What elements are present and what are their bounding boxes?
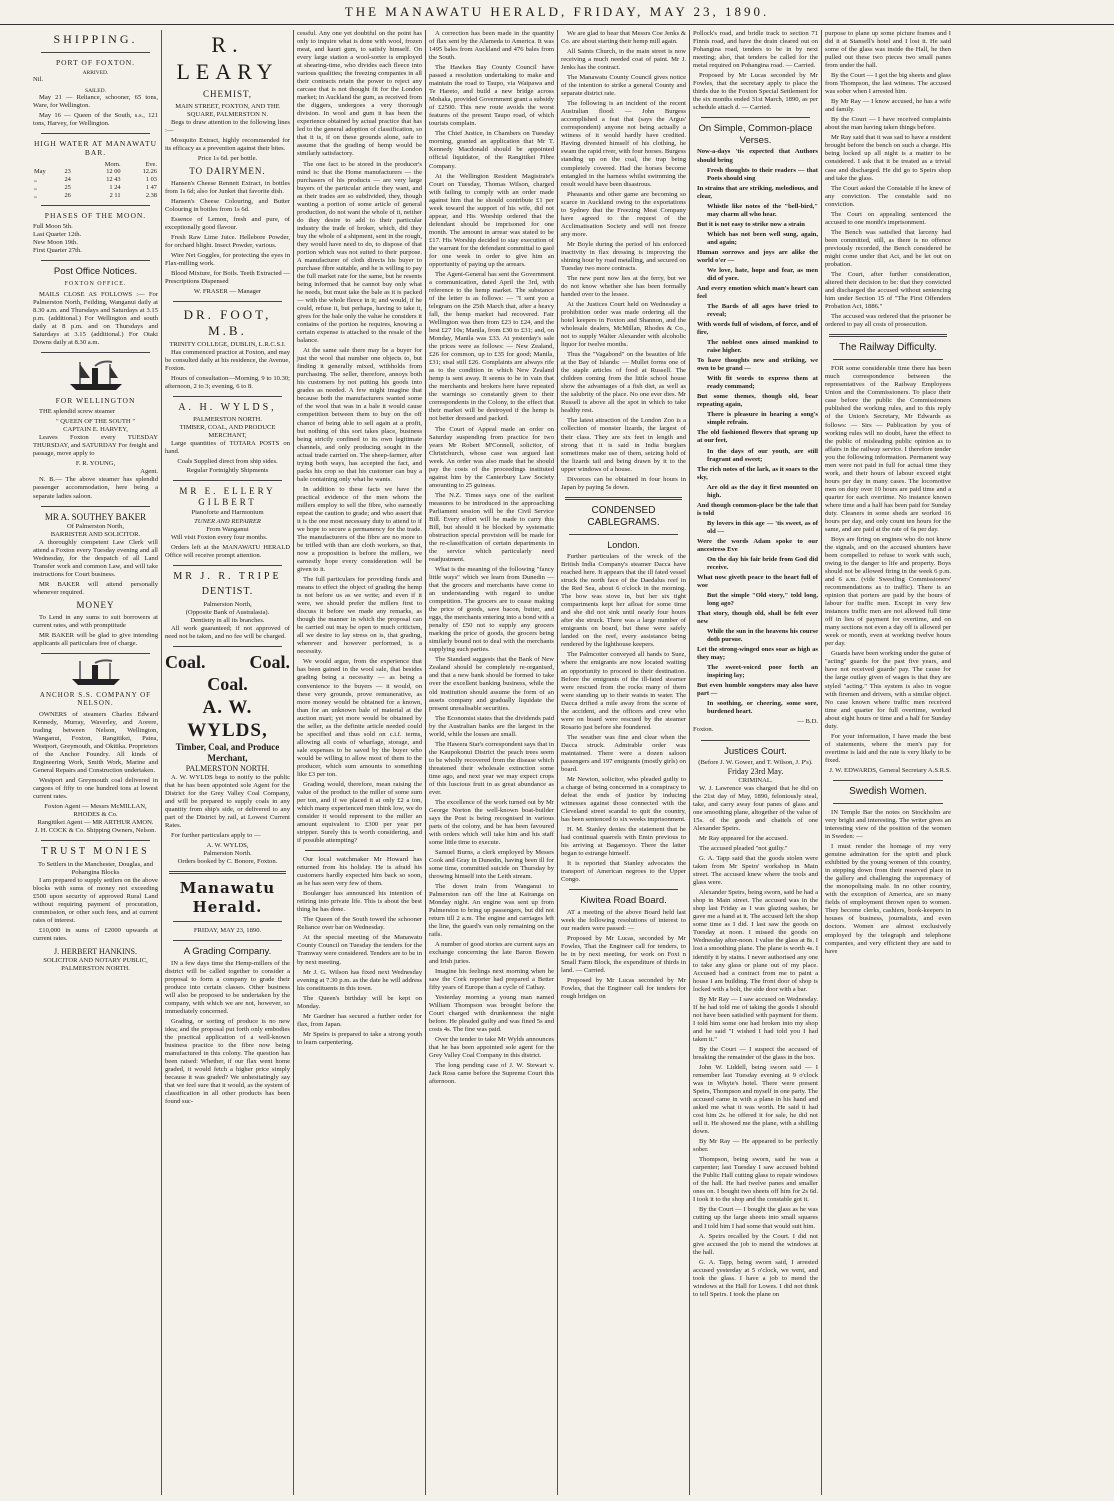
divider (41, 840, 150, 841)
ellery-body: Will visit Foxton every four months. (171, 533, 268, 541)
agent-label: Agent. (140, 468, 158, 476)
local-brief: Our local watchmaker Mr Howard has returned from his holiday. He is afraid his customers hardly expected him back so soon, as he has seen very few of them. (297, 856, 422, 888)
kiwitea-heading: Kiwitea Road Board. (580, 895, 667, 907)
verse-line: Which has not been well sung, again, and again; (707, 230, 818, 246)
grading-paragraph: In addition to these facts we have the practical evidence of the men whom the millers employ to sell the fibre, who earnestly repeat the caution to grade; and who assert that it is the one most necessary duty to attend to if we hope to secure a permanency for the trade. The manufacturers of the fibre are no more to be trifled with than are cloth workers, so that, now a proposition is before the millers, we earnestly hope every consideration will be given to it. (297, 485, 422, 574)
divider (41, 260, 150, 261)
news-item: At the Wellington Resident Magistrate's Court on Tuesday, Thomas Wilson, charged with failing to comply with an order made against him that he should contribute £1 per week toward the support of his wife, did not appear, and His Worship ordered that the defendant should be imprisoned for one month. The amount in arrear was stated to be £17. His Worship decided to stay execution of the warrant for the defendant committal to gaol for one week in order to give him an opportunity of paying up the arrears. (429, 172, 554, 268)
wylds-heading: A. H. WYLDS, (178, 402, 277, 414)
verse-line: And though common-place be the tale that is told (697, 501, 818, 517)
foot-body: Has commenced practice at Foxton, and may be consulted daily at his residence, the Avenue, Foxton. (165, 348, 290, 373)
dairy-item: Wire Net Goggles, for protecting the eyes in Flax-milling work. (165, 252, 290, 268)
news-item: All Saints Church, in the main street is now receiving a much needed coat of paint. Mr J. Jenks has the contract. (561, 48, 686, 72)
tide-row (33, 192, 158, 200)
court-item: G. A. Tapp said that the goods stolen were taken from Mr Speirs' workshop in Main street. The accused knew where the tools and glass were. (693, 855, 818, 887)
verse-line: By lovers in this age — 'tis sweet, as of old — (707, 519, 818, 535)
news-item: The Court of Appeal made an order on Saturday suspending from practice for two years Mr Robert M'Connell, solicitor, of Christchurch, whose case was argued last week. An order was also made that he should pay the costs of the proceedings instituted against him by the Canterbury Law Society amounting to 25 guineas. (429, 425, 554, 489)
court-item: By Mr Ray — He appeared to be perfectly sober. (693, 1138, 818, 1154)
court-item: Alexander Speirs, being sworn, said he had a shop in Main street. The accused was in the shop last Friday as I was glazing sashes, he gave me a hand at it. The accused left the shop some time as I did. I last saw the goods on Tuesday at noon. I missed the goods on Wednesday after-noon. I value the glass at 8s. I lost a smoothing plane. The plane is worth 4s. I identify it by stains. I never authorised any one to take any glass or plane out of my place. Accused had a contract from me to paint a house I am building. The front door of shop is locked with a bolt, the side door with a bar. (693, 889, 818, 993)
wylds-body-2: Coals Supplied direct from ship sides. (177, 458, 278, 466)
kiwitea-continued: Pollock's road, and bridle track to section 71 Finnis road, and have the drain cleared out on Pohangina road, tenders to be in by next meeting; also, that tenders be called for the metal required on Pohangina road. — Carried. (693, 30, 818, 70)
ellery-subheading: Pianoforte and Harmonium (191, 509, 264, 517)
cable-item: Further particulars of the wreck of the British India Company's steamer Dacca have reached here. It appears that the ill fated vessel struck the north face of the Daedalus reef in the Red Sea, about 6 o'clock in the morning. The bow was stove in, but her six tight compartments kept her afloat for some time and she did not sink until nearly four hours after she struck. There was a large number of emigrants on board, but these were safely landed on the reef, every assistance being rendered by the lighthouse keepers. (561, 553, 686, 649)
tripe-body-2: All work guaranteed; if not approved of need not be taken, and no fee will be charged. (165, 625, 290, 641)
wylds-town: PALMERSTON NORTH. (193, 416, 262, 424)
baker-body-2: MR BAKER will attend personally whenever required. (33, 580, 158, 596)
hankins-name: J. HERBERT HANKINS. (54, 946, 137, 956)
news-item: Samuel Burns, a clerk employed by Messrs Cook and Gray in Dunedin, having been ill for some time, committed suicide on Thursday by throwing himself into the Leith stream. (429, 849, 554, 881)
grading-body-2: Grading, or sorting of produce is no new idea; and the proposal put forth only embodies the practical application of a well-known business practice to the fibre now being manufactured in this colony. The question has been raised: Whether, if our flax went home graded, it would fetch a higher price simply because it was graded? We unhesitatingly say that we feel sure that it would, as the system of classification in all other products has been found suc- (165, 1017, 290, 1106)
court-item: The Court on appealing sentenced the accused to one month's imprisonment. (825, 210, 951, 226)
page-masthead: THE MANAWATU HERALD, FRIDAY, MAY 23, 1890. (0, 0, 1114, 25)
news-item: The latest attraction of the London Zoo is a collection of monster lizards, the largest of their class. They are six feet in length and strong that it is said in India burglars sometimes make use of them, seizing hold of the lizards tail and being drawn by it to the upper windows of a house. (561, 417, 686, 473)
chemist-price: Price 1s 6d. per bottle. (197, 154, 258, 162)
anchor-owners: J. H. COCK & Co. Shipping Owners, Nelson. (34, 827, 157, 835)
verse-line: Human sorrows and joys are alike the world o'er — (697, 248, 818, 264)
court-item: The Bench was satisfied that larceny had been committed, still, as there is no offence previously recorded, the Bench considered he might come under that Act, and be let out on probation. (825, 228, 951, 268)
steamer-nb: N. B.— The above steamer has splendid passenger accommodation, here being a separate ladies saloon. (33, 476, 158, 500)
justices-date: Friday 23rd May. (727, 767, 784, 777)
moon-heading: PHASES OF THE MOON. (44, 210, 147, 220)
cable-item: Mr Newton, solicitor, who pleaded guilty to a charge of being concerned in a conspiracy to defeat the ends of justice by inducing witnesses against those connected with the Cleveland street scandal to quit the country, has been sentenced to six weeks imprisonment. (561, 775, 686, 824)
anchor-body-2: Westport and Greymouth coal delivered in cargoes of fifty to one hundred tons at lowest current rates. (33, 777, 158, 801)
tide-day: 25 (64, 184, 71, 192)
tide-evening: 1 03 (145, 176, 157, 184)
tripe-heading: MR J. R. TRIPE (173, 570, 282, 582)
verse-line: The Bards of all ages have tried to reveal; (707, 303, 818, 319)
tide-month: „ (34, 184, 37, 192)
cable-item: H. M. Stanley denies the statement that he had continual quarrels with Emin previous to his arriving at Bagamoyo. There the latter began to estrange himself. (561, 826, 686, 858)
tide-day: 23 (64, 168, 71, 176)
baker-title: BARRISTER AND SOLICITOR. (50, 530, 141, 538)
divider (833, 359, 943, 360)
court-item: W. J. Lawrence was charged that he did on the 21st day of May, 1890, feloniously steal, take, and carry away four panes of glass and one smoothing plane, altogether of the value of 15s. of the goods and chattels of one Alexander Speirs. (693, 784, 818, 833)
divider (41, 352, 150, 353)
verse-line: Are old as the day it first mounted on high. (707, 483, 818, 499)
news-item: Imagine his feelings next morning when he saw the Cork reporter had prepared a Better fifty years of Europe than a cycle of Cathay. (429, 967, 554, 991)
column-1 (30, 30, 162, 1495)
coal-center: Coal. (207, 674, 248, 695)
tide-header-row (33, 161, 158, 169)
verse-line: And every emotion which man's heart can feel (697, 284, 818, 300)
justices-bench: (Before J. W. Gower, and T. Wilson, J. P's). (698, 759, 813, 767)
verse-line: Now-a-days 'tis expected that Authors should bring (697, 148, 818, 164)
divider (173, 940, 282, 941)
court-item: Mr Ray said that it was sad to have a resident brought before the bench on such a charge. His being locked up all night is a matter to be considered. I ask that it be treated as a trivial case and discharged. He did go to Speirs shop and take the glass. (825, 134, 951, 182)
dairy-item: Blood Mixture, for Boils. Teeth Extracted — Prescriptions Dispensed (165, 270, 290, 286)
arrived-nil: Nil. (33, 76, 44, 84)
grading-paragraph: The one fact to be stored in the producer's mind is: that the Home manufacturers — the purchasers of his products — are very large buyers of the particular article they want, and as their trades are so subdivided, they, though wanting a portion of some article of general production, do not want the whole of it, neither do they desire to add to their particular industry the trade of broker, which, did they buy the whole of a shipment, sent in the rough, they would have need to do, to dispose of that portion which was not suited to their purpose. A manufacturer of cloth directs his buyer to purchase fibre suitable, and he is willing to pay the full market rate for the same, but he resents being informed that he cannot buy only what he needs, but must take the bale as it is packed — with the whole fleece in it; and would, if he could, refuse it, but perhaps, having to take it, gives for the bale only the value he considers it contains of the portion he requires, knowing a certain expense is attached to the resale of the balance. (297, 160, 422, 345)
verse-line: To have thoughts new and striking, we own to be grand — (697, 357, 818, 373)
news-item: Divorces can be obtained in four hours in Japan by paying 5s down. (561, 475, 686, 491)
big-wylds-heading: A. W. WYLDS, (187, 697, 268, 742)
steamer-name: " QUEEN OF THE SOUTH " (55, 418, 136, 426)
court-item: Mr Ray appeared for the accused. (699, 835, 788, 843)
verse-line: Were the words Adam spoke to our ancestress Eve (697, 537, 818, 553)
tide-month: „ (34, 191, 37, 199)
justices-heading: Justices Court. (724, 745, 787, 757)
tripe-body: Dentistry in all its branches. (190, 617, 265, 625)
news-item: The excellence of the work turned out by Mr George Norton the well-known boat-builder says the Post is being recognised in various parts of the colony, and he has been favoured with orders which will take him and his staff some little time to execute. (429, 798, 554, 847)
tide-morning: 12 43 (106, 176, 121, 184)
anchor-body: OWNERS of steamers Charles Edward Kennedy, Murray, Waverley, and Aorere, trading between Nelson, Wellington, Wanganui, Foxton, Rangitikei, Patea, Westport, Greymouth, and Okitika. Proprietors of the Anchor Foundry. All kinds of Engineering Work, Smith Work, Marine and General Repairs and Construction undertaken. (33, 710, 158, 775)
court-item: The accused was ordered that the prisoner be ordered to pay all costs of prosecution. (825, 313, 951, 329)
verse-line: With fit words to express them at ready command; (707, 375, 818, 391)
verse-body (693, 148, 818, 716)
court-item: John W. Liddell, being sworn said — I remember last Tuesday evening at 9 o'clock was in Whyte's hotel. There were present Speirs, Thompson and myself in one party. The accused came in with a plane in his hand and asked me what it was worth. He said it had cost him 2s. he offered it for sale, he did not sell it. He showed me the plane, with a shilling down. (693, 1063, 818, 1136)
sailed-label: SAILED. (85, 87, 106, 94)
money-heading: MONEY (76, 599, 115, 610)
anchor-heading: ANCHOR S.S. COMPANY OF NELSON. (39, 690, 152, 708)
chemist-manager: W. FRASER — Manager (193, 288, 262, 296)
kiwitea-body: Proposed by Mr Lucas seconded by Mr Fowles, that the secretary apply to place the thirds due to the Foxton Special Settlement for the six months ended 31st March, 1890, as per schedule attach d. — Carried. (693, 72, 818, 112)
steamer-schedule: Leaves Foxton every TUESDAY THURSDAY, and SATURDAY For freight and passage, move apply to (33, 434, 158, 458)
agent-name: F. R. YOUNG, (75, 460, 116, 468)
baker-body: A thoroughly competent Law Clerk will attend a Foxton every Tuesday evening and all Wednesday, for the despatch of all Land Transfer work and common Law, and will take instructions for Court business. (33, 538, 158, 578)
tide-month: „ (34, 176, 37, 184)
court-item: Thompson, being sworn, said he was a carpenter; last Tuesday I saw accused behind the Public Hall cutting glass to repair windows of the hall. He had twelve panes and smaller ones on. I bought two sheets off him for 2s 6d. I took it to the shop and the constable got it. (693, 1156, 818, 1204)
divider (173, 480, 282, 481)
verse-line: But even humble songsters may also have part — (697, 682, 818, 698)
news-item: Pheasants and other game are becoming so scarce in Auckland owing to the exportations to Sydney that the Freezing Meat Company have agreed to the request of the Acclimatisation Society and will not freeze any more. (561, 190, 686, 238)
chemist-heading: CHEMIST, (202, 88, 253, 99)
steamer-notice: THE splendid screw steamer (39, 408, 115, 416)
sailed-entry-1: May 21 — Reliance, schooner, 65 tons, Ware, for Wellington. (33, 94, 158, 110)
shipping-heading: SHIPPING. (53, 32, 138, 46)
dairy-item: Hansen's Cheese Rennett Extract, in bottles from 1s 6d; also for Junket that favorite dish. (165, 179, 290, 195)
column-7 (822, 30, 954, 1495)
swedish-body: I must render the homage of my very genuine admiration for the spirit and pluck exhibited by the young women of this country, in stepping down from their reserved place in the gallery and challenging the supremacy of the monopolising male. In no other country, with the exception of America, are so many fields of employment thrown open to women. They become clerks, cashiers, book-keepers in houses of business, journalists, and even doctors. Women are almost exclusively employed by the telegraph and telephone companies, and very efficient they are said to have (825, 843, 951, 955)
news-item: At the Justices Court held on Wednesday a prohibition order was made ordering all the hotel keepers in Foxton and Shannon, and the wholesale dealers, McMillan, Rhodes & Co., not to supply Walter Alexander with alcoholic liquor for twelve months. (561, 301, 686, 349)
news-item: Mr Boyle during the period of his enforced inactivity in flax dressing is improving the shining hour by road metalling, and secured on Tuesday two more contracts. (561, 240, 686, 272)
tide-evening: 1 47 (145, 184, 157, 192)
foot-heading: DR. FOOT, M.B. (183, 307, 272, 339)
verse-signature: — B.D. (797, 718, 818, 726)
verse-line: In the days of our youth, are still fragrant and sweet; (707, 447, 818, 463)
trust-body-2: £10,000 in sums of £2000 upwards at current rates. (33, 926, 158, 942)
verse-place: Foxton. (693, 726, 714, 734)
for-wellington-heading: FOR WELLINGTON (55, 396, 136, 406)
verse-heading: On Simple, Common-place Verses. (698, 123, 813, 146)
divider (173, 565, 282, 566)
news-item: Over the tender to take Mr Wylds announces that he has been appointed sole agent for the Grey Valley Coal Company in this district. (429, 1035, 554, 1059)
news-item: The Hawkes Bay County Council have passed a resolution undertaking to make and maintain the road to Taupo, via Waipawa and Te Hareto, and build a new bridge across Mohaka, provided Government grant a subsidy of £2500. This new route avoids the worst features of the present Taupo road, of which tourists complain. (429, 64, 554, 128)
verse-line: In strains that are striking, melodious, and clear, (697, 184, 818, 200)
divider (701, 740, 810, 741)
news-item: Thus the "Vagabond" on the beauties of life at the Bay of Islands: — Mullet forms one of the staple articles of food at Russell. The children coming from the little school house show the advantages of a fish diet, as well as the salubrity of the place. No one ever dies. Mr Russell is above all the spot in which to take healthy rest. (561, 351, 686, 415)
wylds-apply: For further particulars apply to — (171, 832, 261, 840)
divider (569, 534, 678, 535)
high-water-heading: HIGH WATER AT MANAWATU BAR. (34, 139, 157, 158)
timber-merchant-heading: Timber, Coal, and Produce Merchant, (175, 742, 280, 764)
verse-line: Fresh thoughts to their readers — that Poets should sing (707, 166, 818, 182)
divider (41, 506, 150, 507)
court-item: The Court, after further consideration, altered their decision to be: that they convicted and discharged the accused without sentencing him under Section 15 of "The First Offenders Probation Act, 1886." (825, 270, 951, 310)
moon-phase: New Moon 19th. (33, 238, 78, 246)
cable-item: The weather was fine and clear when the Dacca struck. Admirable order was maintained. There were a dozen saloon passengers and 197 emigrants (mostly girls) on board. (561, 733, 686, 773)
local-brief: Mr J. G. Wilson has fixed next Wednesday evening at 7.30 p.m. as the date he will address his constituents in this town. (297, 968, 422, 992)
cable-item: It is reported that Stanley advocates the transport of American negroes to the Upper Congo. (561, 860, 686, 884)
grading-paragraph: We would argue, from the experience that has been gained in the wool sale, that besides grading being a necessity — as being a convenience to the buyers — it would, on these very grounds, prove remunerative, as more money would be obtained for a known, than for an unknown bale of material at the auction mart; yet more would be obtained by the seller, as the definite article needed could be specified and thus sold on c.i.f. terms, allowing all costs of wharfage, storage, and sale expenses to be saved by the buyer who would be willing to allow most of them to the producer, which sum amounts to something like £3 per ton. (297, 658, 422, 778)
news-item: A number of good stories are current says an exchange concerning the late Baron Bowen and Irish juries. (429, 941, 554, 965)
court-item: By the Court — I got the big sheets and glass from Thompson, the last witness. The accused was sober when I arrested him. (825, 72, 951, 96)
divider (41, 133, 150, 134)
divider (305, 850, 414, 851)
court-item: The accused pleaded "not guilty." (699, 845, 788, 853)
dairymen-heading: TO DAIRYMEN. (189, 165, 266, 176)
ellery-heading: MR E. ELLERY GILBERT (179, 485, 276, 507)
grading-paragraph: The full particulars for providing funds and means to effect the object of grading the hemp is not before us as we write; and even if it were, we should prefer the millers first to discuss it before we made any remarks, as though the manner in which the proposal can be carried out may be open to much criticism, all we desire to lay stress on is, that grading, wherever and however performed, is a necessity. (297, 576, 422, 656)
moon-phase: Last Quarter 12th. (33, 230, 82, 238)
local-brief: The Queen of the South towed the schooner Reliance over bar on Wednesday. (297, 916, 422, 932)
news-item: We are glad to hear that Messrs Coe Jenks & Co. are about starting their hemp mill again. (561, 30, 686, 46)
railway-body: Boys are firing on engines who do not know the signals, and on the accused shunters have been compelled to refuse to work with such, owing to the danger to life and property. Boys should not be allowed firing in the week 6 p.m. and 6 a.m. (vide Swestling Commissioners' recommendations as to traffic). There is an opinion that porters are paid by the hours of labour for traffic men. Except in very few instances traffic men are not allowed full time off in lieu of payment for overtime, and on many sections not even a day off is allowed per week or month, even at working twelve hours per day. (825, 535, 951, 648)
railway-body: FOR some considerable time there has been much correspondence between the representatives of the Railway Employees Union and the Commissioners. To place their case before the public the Commissioners published the working rules, and to this reply of the Union's Secretary, Mr Edwards as follows: — Sirs — Publication by you of working rules will no doubt, have the effect to the public of misleading public opinion as to affairs in the railway service. I therefore tender you the following information. Permanent way men were not paid in full for actual time they work, and their hours of labour exceed eight hours per day in many cases. The locomotive men on duty over 10 hours are paid time and a quarter for each overtime. No instance known where time and a half has been paid for Sunday duty. Cleaners in some sheds are worked 16 hours per day, and only count ten hours for the same, and are paid at the rate of 6s per day. (825, 365, 951, 533)
ellery-body-2: Orders left at the MANAWATU HERALD Office will receive prompt attention. (165, 543, 290, 559)
tide-row (33, 184, 158, 192)
divider (41, 205, 150, 206)
anchor-agent-foxton: Foxton Agent — Messrs McMILLAN, RHODES & Co. (44, 803, 147, 819)
cablegrams-heading: CONDENSED CABLEGRAMS. (587, 504, 660, 528)
wylds-apply-town: Palmerston North. (203, 850, 252, 858)
swedish-body: IN Temple Bar the notes on Stockholm are very bright and interesting. The writer gives an interesting view of the position of the women in Sweden: — (825, 809, 951, 841)
railway-body: Guards have been working under the guise of "acting" guards for the past five years, and have not received guards' pay. The cause for the large outlay given of wages is that they are styled "acting." This system is also in vogue with firemen and drivers, with a similar object. No case known where traffic men received time and quarter for full overtime, worked about eight hours or time and a half for Sunday duty. (825, 650, 951, 730)
news-item: A correction has been made in the quantity of flax sent by the Alameda to America. It was 1495 bales from Auckland and 476 bales from the South. (429, 30, 554, 62)
column-3 (294, 30, 426, 1495)
news-item: What is the meaning of the following "fancy little ways" which we learn from Dunedin — that the grocers and merchants have come to an understanding with regard to undue competition. The grocers are to cease making the price of goods, save bacon, butter, and eggs, the merchants entering into a bond with a penalty of £50 not to supply any grocers marking the price of goods, the grocers being similarly bound not to deal with the merchants supplying such parties. (429, 566, 554, 654)
news-item: The Agent-General has sent the Government a communication, dated April the 3rd, with reference to the hemp market. The substance of the letter is as follows: — "I sent you a telegram on the 25th March that, after a heavy fall, the hemp market had recovered. Fair Wellington was then from £23 to £24, and the best £27 10s; Manila, from £30 to £31; and, on Monday, Manila was £33. At yesterday's sale the prices were as follows: — New Zealand, £26 for common, up to £35 for good; Manila, £31; sisal still £26. Complaints are always rife as to the condition in which New Zealand hemp is sent away. It seems to be in vain that the merchants and brokers here have repeated the warnings so constantly given to their correspondents in the Colony, to the effect that their market will be destroyed if the hemp is not better dressed and packed. (429, 270, 554, 423)
court-item: By Mr Ray — I saw accused on Wednesday. If he had told me of taking the goods I should not have been satisfied with payment for them. I told him some one had broken into my shop and he said "I wished I had told you I had taken it." (693, 995, 818, 1043)
court-item: A. Speirs recalled by the Court. I did not give accused the job to mend the windows at the hall. (693, 1232, 818, 1256)
money-body-2: MR BAKER will be glad to give intending applicants all particulars free of charge. (33, 631, 158, 647)
divider (833, 803, 943, 804)
news-item: The Manawatu County Council gives notice of the intention to strike a general County and separate district rate. (561, 74, 686, 98)
wylds-trade: TIMBER, COAL, AND PRODUCE MERCHANT, (179, 424, 276, 440)
verse-line: On the day his fair bride from God did receive. (707, 555, 818, 571)
verse-line: With words full of wisdom, of force, and of fire, (697, 321, 818, 337)
verse-line: There is pleasure in hearing a song's simple refrain. (707, 411, 818, 427)
tripe-town: Palmerston North, (203, 601, 252, 609)
dentist-heading: DENTIST. (201, 585, 254, 597)
local-brief: At the special meeting of the Manawatu County Council on Tuesday the tenders for the Tramway were considered. Tenders are to be in by next meeting. (297, 934, 422, 966)
tide-header-morn: Morn. (104, 160, 121, 168)
moon-phase: First Quarter 27th. (33, 246, 82, 254)
coal-left: Coal. (165, 652, 206, 673)
court-item: The Court asked the Constable if he knew of any conviction. The constable said no conviction. (825, 184, 951, 208)
news-item: The N.Z. Times says one of the earliest measures to be introduced in the approaching Parliament session will be the Civil Service Bill. Every effort will be made to carry this Bill, but should it be blocked by systematic obstruction special provision will be made for the re-classification of certain departments in the service which particularly need readjustment. (429, 491, 554, 563)
verse-line: We love, hate, hope and fear, as men did of yore. (707, 266, 818, 282)
column-6 (690, 30, 822, 1495)
cable-item: The Palmcotter conveyed all hands to Suez, where the emigrants are now located waiting an opportunity to proceed to their destination. Before the emigrants of the ill-fated steamer were rescued from the rocks many of them were standing up to their waists in water. The Dacca drifted a mile away from the scene of the accident, and the officers and crew who were on board were rescued by the steamer Rosario just before she foundered. (561, 651, 686, 731)
baker-name: MR A. SOUTHEY BAKER (44, 511, 147, 522)
divider (829, 334, 947, 337)
wylds-notice: A. W. WYLDS begs to notify to the public that he has been appointed sole Agent for the District for the Grey Valley Coal Company, and will be prepared to supply coals in any quantity from ship's side, or delivered to any part of the District by rail, at Lowest Current Rates. (165, 774, 290, 830)
wylds-body: Large quantities of TOTARA POSTS on hand. (165, 440, 290, 456)
grading-heading: A Grading Company. (183, 946, 272, 958)
foot-hours: Hours of consultation—Morning, 9 to 10.30; afternoon, 2 to 3; evening, 6 to 8. (165, 375, 290, 391)
post-office-subheading: FOXTON OFFICE. (64, 280, 127, 287)
chemist-address: MAIN STREET, FOXTON, AND THE SQUARE, PALMERSTON N. (175, 102, 280, 118)
court-item: By the Court — I have received complaints about the man having taken things before. (825, 116, 951, 132)
baker-town: Of Palmerston North, (67, 522, 124, 530)
local-brief: Mr Gardner has secured a further order for flax, from Japan. (297, 1012, 422, 1028)
news-item: The Chief Justice, in Chambers on Tuesday morning, granted an application that Mr T. Kennedy Macdonald should be appointed official liquidator, of the Rangitikei Fibre Company. (429, 130, 554, 170)
wylds-body-3: Regular Fortnightly Shipments (186, 466, 269, 474)
wylds-orders: Orders booked by C. Bonore, Foxton. (177, 858, 278, 866)
court-item: By the Court — I suspect the accused of breaking the remainder of the glass in the box. (693, 1045, 818, 1061)
tide-evening: 12.26 (142, 168, 157, 176)
hankins-title: SOLICITOR AND NOTARY PUBLIC, PALMERSTON NORTH. (43, 956, 148, 972)
local-brief: The Queen's birthday will be kept on Monday. (297, 994, 422, 1010)
herald-title: Manawatu Herald. (179, 879, 276, 916)
tide-month: May (34, 168, 46, 176)
local-brief: Mr Speirs is prepared to take a strong youth to learn carpentering. (297, 1030, 422, 1046)
column-4 (426, 30, 558, 1495)
divider (173, 301, 282, 302)
grading-paragraph: At the same sale there may be a buyer for just the wool that number one objects to, but finding it generally mixed, withholds from purchasing. The seller, therefore, annoys both his customers by not putting his goods into grades as needed. A few might imagine that because both the manufacturers wanted some of the wool that was in a bale it would cause competition between them to buy on the off chance of being able to sell again at a profit, but nothing of this sort takes place, business being strictly confined to its own legitimate channels, and only producing sought in the actual trade carried on. The sheep-farmer, after trying both ways, has accepted the fact, and packs his crop so that his customer can buy a bale containing only what he wants. (297, 347, 422, 483)
sailed-entry-2: May 16 — Queen of the South, s.s., 121 tons, Harvey, for Wellington. (33, 112, 158, 128)
news-item: The following is an incident of the recent Australian flood: — John Burgess accomplished a feat that (says the Argus' correspondent) anyone not being actually a witness of it would hardly have credited. Having divested himself of his clothing, he swam the rapid river, with four horses. Burgess standing up on the coal, the trap being completely covered. Had the horses become entangled in the harness whilst swimming the result would have been disastrous. (561, 100, 686, 188)
palmerston-heading: PALMERSTON NORTH. (185, 764, 270, 774)
court-item: G. A. Tapp, being sworn said, I arrested accused yesterday at 5 o'clock, we went, and took the glass. I have a job to mend the windows at the Hall for Lowes. I did not think to tell Speirs. I took the plane on (693, 1258, 818, 1298)
divider (701, 117, 810, 118)
cablegrams-city: London. (607, 540, 640, 551)
news-item: The Standard suggests that the Bank of New Zealand should be completely re-organised, and that a new bank should be formed to take over the excellent banking business, while the old institution should assume the form of an assets company and gradually liquidate the present unrealisable securities. (429, 656, 554, 712)
chemist-intro: Begs to draw attention to the following lines :— (165, 118, 290, 134)
verse-line: The sweet-voiced poor forth an inspiring lay; (707, 664, 818, 680)
railway-body: For your information, I have made the best of statements, where the men's pay for overtime is laid and the rate is very likely to be fixed. (825, 732, 951, 764)
kiwitea-body: Proposed by Mr Lucas seconded by Mr Fowles, that the Engineer call for tenders for rough bridges on (561, 977, 686, 1001)
verse-line: But some themes, though old, bear repeating again, (697, 393, 818, 409)
divider (173, 921, 282, 922)
tripe-address: (Opposite Bank of Australasia). (185, 609, 270, 617)
trust-heading: TRUST MONIES (41, 846, 150, 858)
divider (833, 780, 943, 781)
steamer-captain: CAPTAIN E. HARVEY, (63, 426, 128, 434)
column-5 (558, 30, 690, 1495)
money-body: To Lend in any sums to suit borrowers at current rates, and with promptitude (33, 613, 158, 629)
verse-line: Let the strong-winged ones soar as high as they may; (697, 646, 818, 662)
news-item: The new punt now lies at the ferry, but we do not know whether she has been formally handed over to the lessee. (561, 274, 686, 298)
news-item: The long pending case of J. W. Stewart v. Jack Ross came before the Supreme Court this afternoon. (429, 1061, 554, 1085)
divider (169, 871, 286, 874)
tide-evening: 2.38 (145, 191, 157, 199)
grading-continued: cessful. Any one yet doubtful on the point has only to inquire what is done with wool, frozen meat, and kauri gum, to satisfy himself. On every large station a wool-sorter is employed at shearing-time, who divides each fleece into various qualities; the freezing companies in all their contracts retain the power to reject any carcase that is not thought fit for the London market; in Auckland the gum, as received from the diggers, undergoes a very thorough division. In wool and gum it has been the experience obtained by actual practice that has led to the general adoption of classification, so that it is, if on these grounds alone, safe to assume that the grading of hemp would be similarly satisfactory. (297, 30, 422, 158)
tide-day: 24 (64, 176, 71, 184)
verse-line: What now giveth peace to the heart full of woe (697, 573, 818, 589)
criminal-heading: CRIMINAL. (738, 776, 773, 784)
kiwitea-body: Proposed by Mr Lucas, seconded by Mr Fowles, That the Engineer call for tenders, to be in by next meeting, for work on Foxt n Small Farm Block, the expenditure of thirds in land. — Carried. (561, 934, 686, 975)
port-heading: PORT OF FOXTON. (55, 57, 136, 67)
verse-line: Whistle like notes of the "bell-bird," may charm all who hear. (707, 202, 818, 218)
post-office-body: MAILS CLOSE AS FOLLOWS :— For Palmerston North, Feilding, Wanganui daily at 8.30 a.m. and Thursdays and Saturdays at 3.15 p.m. (additional.) For Wellington and south daily at 8 p.m. and on Thursdays and Saturdays at 3.15 (additional.) For Otaki Downs daily at 8.30 a.m. (33, 290, 158, 347)
verse-line: But the simple "Old story," told long, long ago? (707, 592, 818, 608)
foot-subheading: TRINITY COLLEGE, DUBLIN, L.R.C.S.I. (169, 340, 286, 348)
swedish-heading: Swedish Women. (849, 785, 927, 797)
dairy-item: Hansen's Cheese Colouring, and Butter Colouring in bottles from 1s 6d. (165, 197, 290, 213)
verse-line: The rich notes of the lark, as it soars to the sky, (697, 465, 818, 481)
tide-morning: 2 11 (109, 191, 121, 199)
verse-line: The old fashioned flowers that sprang up at our feet, (697, 429, 818, 445)
verse-line: In soothing, or cheering, some sore, burdened heart. (707, 700, 818, 716)
moon-phase: Full Moon 5th. (33, 222, 73, 230)
tide-morning: 12 00 (106, 168, 121, 176)
chemist-item: Mosquito Extract, highly recommended for its efficacy as a prevention against their bites. (165, 136, 290, 152)
trust-subheading: To Settlers in the Manchester, Douglas, and Pohangina Blocks (37, 860, 153, 876)
steamship-icon (66, 358, 126, 392)
column-container (30, 30, 1094, 1495)
arrived-label: ARRIVED. (82, 69, 109, 76)
dairy-item: Fresh Raw Lime Juice. Hellebore Powder, for orchard blight. Insect Powder, various. (165, 234, 290, 250)
column-2 (162, 30, 294, 1495)
tide-table (33, 161, 158, 200)
grading-body: IN a few days time the Hemp-millers of the district will be called together to consider a proposal to form a company to grade their produce into certain classes. Other business will also be proposed to be undertaken by the company, with which we are not, however, so immediately concerned. (165, 959, 290, 1015)
anchor-ship-icon (68, 659, 124, 687)
divider (41, 52, 150, 53)
tide-row (33, 168, 158, 176)
tide-header-eve: Eve. (145, 160, 157, 168)
coal-right: Coal. (249, 652, 290, 673)
tide-row (33, 176, 158, 184)
court-item: By the Court — I bought the glass as he was cutting up the large sheets into small squares and I told him I had some that would suit him. (693, 1206, 818, 1230)
trust-body: I am prepared to supply settlers on the above blocks with sums of money not exceeding £500 upon security of approved Rural Land without requiring payment of procuration, commission, or other such fees, and at current rates of interest. (33, 876, 158, 924)
ellery-origin: From Wanganui (206, 525, 249, 533)
divider (41, 653, 150, 654)
court-item: By Mr Ray — I know accused, he has a wife and family. (825, 98, 951, 114)
railway-signature: J. W. EDWARDS, General Secretary A.S.R.S. (829, 766, 951, 774)
divider (173, 396, 282, 397)
court-continued: purpose to plane up some picture frames and I did it at Stansell's hotel and I lost it. He said some of the glass was inside the Hall, he then pulled out these two pieces two small panes from under the hall. (825, 30, 951, 70)
local-brief: Boulanger has announced his intention of retiring into private life. This is about the best thing he has done. (297, 890, 422, 914)
news-item: The Economist states that the dividends paid by the Australian banks are the largest in the world, while the losses are small. (429, 714, 554, 738)
coal-heading-row (165, 652, 290, 674)
kiwitea-body: AT a meeting of the above Board held last week the following resolutions of interest to our readers were passed: — (561, 908, 686, 932)
dairy-item: Essence of Lemon, fresh and pure, of exceptionally good flavour. (165, 215, 290, 231)
tide-morning: 1 24 (109, 184, 121, 192)
leary-heading: R. LEARY (176, 32, 279, 84)
verse-line: But it is not easy to strike now a strain (697, 220, 805, 228)
divider (569, 889, 678, 890)
divider (173, 646, 282, 647)
railway-heading: The Railway Difficulty. (839, 342, 937, 354)
anchor-agent-rangitikei: Rangitikei Agent — MR ARTHUR AMON. (37, 819, 154, 827)
news-item: The Hawera Star's correspondent says that in the Kaupokonui District the peach trees seem to be wholly recovered from the disease which threatened their wholesale extinction some time ago, and next year we may expect crops of this luscious fruit in as great abundance as ever. (429, 740, 554, 796)
tide-day: 26 (64, 191, 71, 199)
news-item: The down train from Wanganui to Palmerston ran off the line at Kairanga on Monday night. An engine was sent up from Palmerston to bring up passengers, but did not return till 2 a.m. The engine and carriages left the line, the guard's van only remaining on the rails. (429, 883, 554, 939)
ellery-trade: TUNER AND REPAIRER (194, 517, 261, 525)
grading-paragraph: Grading would, therefore, mean raising the value of the product to the miller of some sum per ton, and if we placed it at only £2 a ton, which many experienced men think low, we do consider it would represent to the miller an amount equivalent to £300 per year per stripper. Surely this is worth considering, and if possible attempting? (297, 780, 422, 845)
verse-line: That story, though old, shall be felt ever new (697, 610, 818, 626)
divider (565, 497, 682, 500)
verse-line: While the sun in the heavens his course doth pursue. (707, 628, 818, 644)
post-office-heading: Post Office Notices. (53, 265, 138, 277)
verse-line: The noblest ones aimed mankind to raise higher. (707, 339, 818, 355)
news-item: Yesterday morning a young man named William Thompson was brought before the Court charged with drunkenness the night before. He pleaded guilty and was fined 5s and costs 4s. The fine was paid. (429, 993, 554, 1033)
wylds-apply-name: A. W. WYLDS, (206, 842, 249, 850)
herald-date: FRIDAY, MAY 23, 1890. (193, 927, 262, 935)
